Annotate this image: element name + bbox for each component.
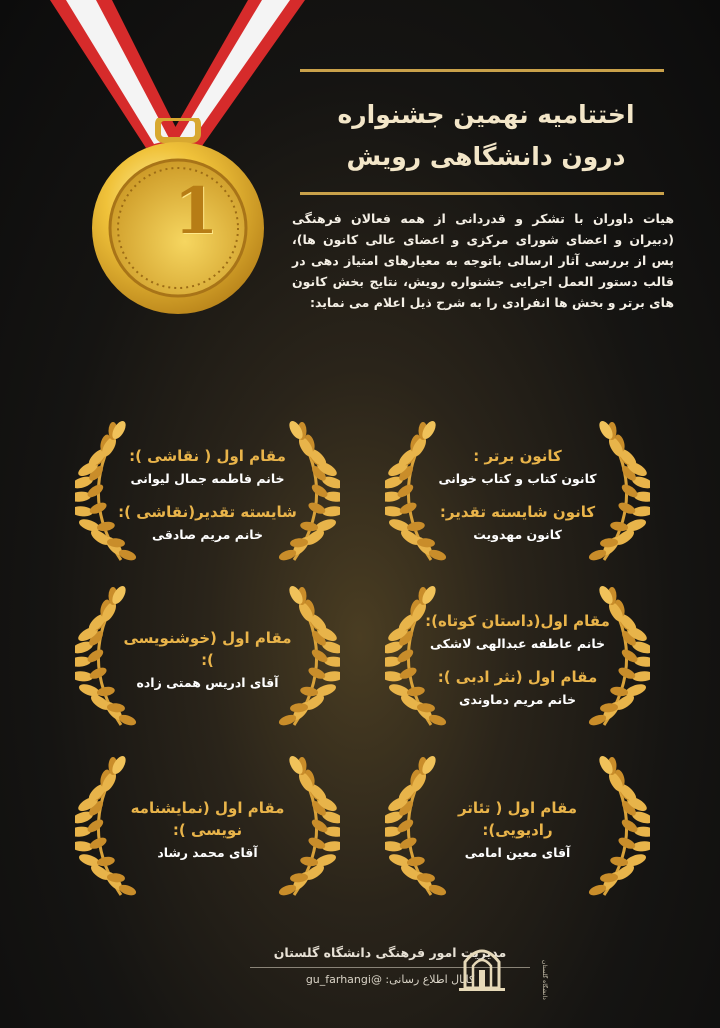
award-heading: مقام اول (خوشنویسی ):: [123, 629, 292, 669]
university-logo-icon: [455, 938, 509, 994]
award-short-story: [385, 585, 650, 735]
award-name: خانم عاطفه عبدالهی لاشکی: [429, 636, 606, 651]
award-name: آقای ادریس همتی زاده: [136, 675, 279, 690]
award-best-center: [385, 420, 650, 570]
footer-channel[interactable]: کانال اطلاع رسانی: @gu_farhangi: [305, 973, 475, 986]
award-name: کانون کتاب و کتاب خوانی: [438, 471, 597, 486]
award-name-2: خانم مریم دماوندی: [459, 692, 576, 707]
award-name-2: خانم مریم صادقی: [152, 527, 263, 542]
university-logo-text: دانشگاه گلستان: [541, 960, 548, 1000]
award-heading-2: مقام اول (نثر ادبی ):: [437, 668, 598, 686]
award-heading-2: کانون شایسته تقدیر:: [439, 503, 596, 521]
award-painting: [75, 420, 340, 570]
award-name: آقای محمد رشاد: [157, 845, 258, 860]
award-radio-theater: [385, 755, 650, 905]
page-title-line1: اختتامیه نهمین جشنواره: [337, 100, 635, 129]
footer-org-name: مدیریت امور فرهنگی دانشگاه گلستان: [273, 945, 507, 960]
award-heading: کانون برتر :: [473, 447, 562, 465]
title-top-rule: [300, 69, 664, 72]
page-title-line2: درون دانشگاهی رویش: [346, 142, 626, 171]
award-heading: مقام اول (نمایشنامه نویسی ):: [130, 799, 285, 839]
award-name: آقای معین امامی: [464, 845, 571, 860]
award-name: خانم فاطمه جمال لیوانی: [130, 471, 285, 486]
award-calligraphy: [75, 585, 340, 735]
medal-number: 1: [173, 174, 219, 249]
intro-paragraph: هیات داوران با تشکر و قدردانی از همه فعالان فرهنگی (دبیران و اعضای شورای مرکزی و اعضای عالی کانون ها)، پس از بررسی آثار ارسالی باتوجه به معیارهای امتیاز دهی در قالب دستور العمل اجرایی جشنواره رویش، نتایج بخش کانون های برتر و بخش ها انفرادی را به شرح ذیل اعلام می نماید:: [292, 211, 674, 310]
award-heading: مقام اول ( تئاتر رادیویی):: [457, 799, 578, 839]
award-heading-2: شایسته تقدیر(نقاشی ):: [118, 503, 297, 521]
title-bottom-rule: [300, 192, 664, 195]
award-name-2: کانون مهدویت: [473, 527, 562, 542]
award-playwriting: [75, 755, 340, 905]
award-heading: مقام اول(داستان کوتاه):: [425, 612, 610, 630]
award-heading: مقام اول ( نقاشی ):: [129, 447, 286, 465]
